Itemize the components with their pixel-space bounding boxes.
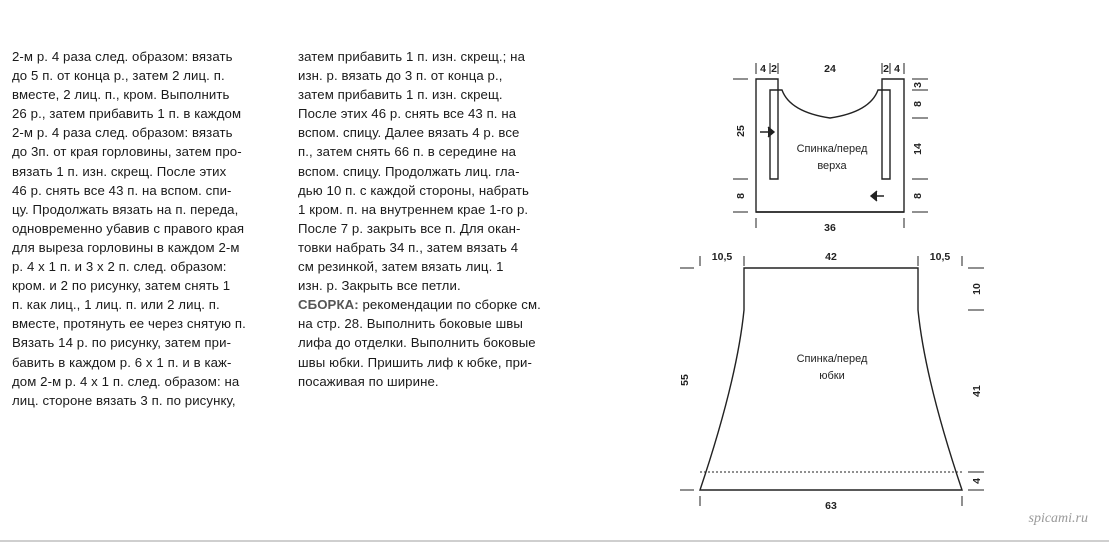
- instruction-line: одновременно убавив с правого края: [12, 220, 245, 236]
- dim-top-right-small: 2: [883, 63, 889, 75]
- instruction-line: затем прибавить 1 п. изн. скрещ.: [298, 87, 503, 103]
- dim-top-left-strap: 4: [760, 63, 766, 75]
- instruction-line: п. как лиц., 1 лиц. п. или 2 лиц. п.: [12, 297, 220, 313]
- watermark: spicami.ru: [1028, 511, 1088, 526]
- instruction-line: кром. и 2 по рисунку, затем снять 1: [12, 278, 231, 294]
- dim-top-width: 36: [824, 222, 836, 234]
- top-right-arrow-icon: [871, 191, 884, 201]
- instruction-line: Вязать 14 р. по рисунку, затем при-: [12, 335, 232, 351]
- instruction-line: цу. Продолжать вязать на п. переда,: [12, 201, 239, 217]
- instruction-line: затем прибавить 1 п. изн. скрещ.; на: [298, 49, 526, 64]
- top-pattern-label-1: Спинка/перед: [796, 143, 868, 155]
- instruction-line: изн. р. Закрыть все петли.: [298, 278, 461, 294]
- instruction-line: до 5 п. от конца р., затем 2 лиц. п.: [12, 68, 225, 84]
- dim-skirt-right-top: 10: [971, 283, 983, 295]
- instruction-line: вязать 1 п. изн. скрещ. После этих: [12, 163, 227, 179]
- dim-skirt-bottom-width: 63: [825, 500, 837, 512]
- instruction-line: лиц. стороне вязать 3 п. по рисунку,: [12, 392, 236, 408]
- dim-top-height-left: 25: [735, 125, 747, 137]
- instruction-line: вспом. спицу. Далее вязать 4 р. все: [298, 125, 520, 141]
- dim-skirt-left-offset: 10,5: [711, 251, 733, 263]
- instruction-line: После этих 46 р. снять все 43 п. на: [298, 106, 517, 122]
- instruction-line: вспом. спицу. Продолжать лиц. гла-: [298, 163, 520, 179]
- dim-skirt-right-offset: 10,5: [929, 251, 951, 263]
- instruction-line: для выреза горловины в каждом 2-м: [12, 239, 240, 255]
- assembly-line: лифа до отделки. Выполнить боковые: [298, 335, 536, 351]
- instruction-line: 2-м р. 4 раза след. образом: вязать: [12, 49, 233, 64]
- instruction-line: После 7 р. закрыть все п. Для окан-: [298, 220, 521, 236]
- instruction-line: 26 р., затем прибавить 1 п. в каждом: [12, 106, 242, 122]
- top-pattern-label-2: верха: [817, 160, 847, 172]
- instruction-line: изн. р. вязать до 3 п. от конца р.,: [298, 68, 503, 84]
- instruction-line: дом 2-м р. 4 х 1 п. след. образом: на: [12, 373, 240, 389]
- dim-top-right-top: 3: [912, 82, 924, 88]
- instruction-line: см резинкой, затем вязать лиц. 1: [298, 259, 504, 275]
- dim-skirt-height: 55: [679, 374, 691, 386]
- skirt-label-2: юбки: [819, 370, 845, 382]
- instruction-line: 46 р. снять все 43 п. на вспом. спи-: [12, 182, 232, 198]
- assembly-first-line: рекомендации по сборке см.: [358, 297, 541, 313]
- top-left-arrow-icon: [760, 127, 774, 137]
- dim-top-right-strap: 4: [894, 63, 900, 75]
- instruction-line: вместе, протянуть ее через снятую п.: [12, 316, 246, 332]
- dim-top-neck: 24: [824, 63, 836, 75]
- skirt-label-1: Спинка/перед: [796, 353, 868, 365]
- instruction-line: 2-м р. 4 раза след. образом: вязать: [12, 125, 233, 141]
- instruction-line: вместе, 2 лиц. п., кром. Выполнить: [12, 87, 230, 103]
- dim-skirt-right-mid: 41: [971, 385, 983, 397]
- assembly-line: швы юбки. Пришить лиф к юбке, при-: [298, 354, 533, 370]
- instruction-line: р. 4 х 1 п. и 3 х 2 п. след. образом:: [12, 259, 227, 275]
- dim-skirt-top-width: 42: [825, 251, 837, 263]
- assembly-heading: СБОРКА:: [298, 297, 359, 313]
- dim-top-right-mid1: 8: [912, 101, 924, 107]
- instruction-line: до 3п. от края горловины, затем про-: [12, 144, 242, 160]
- instruction-line: бавить в каждом р. 6 х 1 п. и в каж-: [12, 354, 232, 370]
- instruction-line: п., затем снять 66 п. в середине на: [298, 144, 517, 160]
- dim-skirt-right-bottom: 4: [971, 478, 983, 484]
- instruction-line: 1 кром. п. на внутреннем крае 1-го р.: [298, 201, 529, 217]
- assembly-line: посаживая по ширине.: [298, 373, 439, 389]
- dim-top-right-mid2: 14: [912, 143, 924, 155]
- instruction-line: товки набрать 34 п., затем вязать 4: [298, 239, 519, 255]
- assembly-line: на стр. 28. Выполнить боковые швы: [298, 316, 523, 332]
- dim-top-right-bottom: 8: [912, 193, 924, 199]
- instruction-line: дью 10 п. с каждой стороны, набрать: [298, 182, 529, 198]
- dim-top-bottom-left: 8: [735, 193, 747, 199]
- dim-top-left-small: 2: [771, 63, 777, 75]
